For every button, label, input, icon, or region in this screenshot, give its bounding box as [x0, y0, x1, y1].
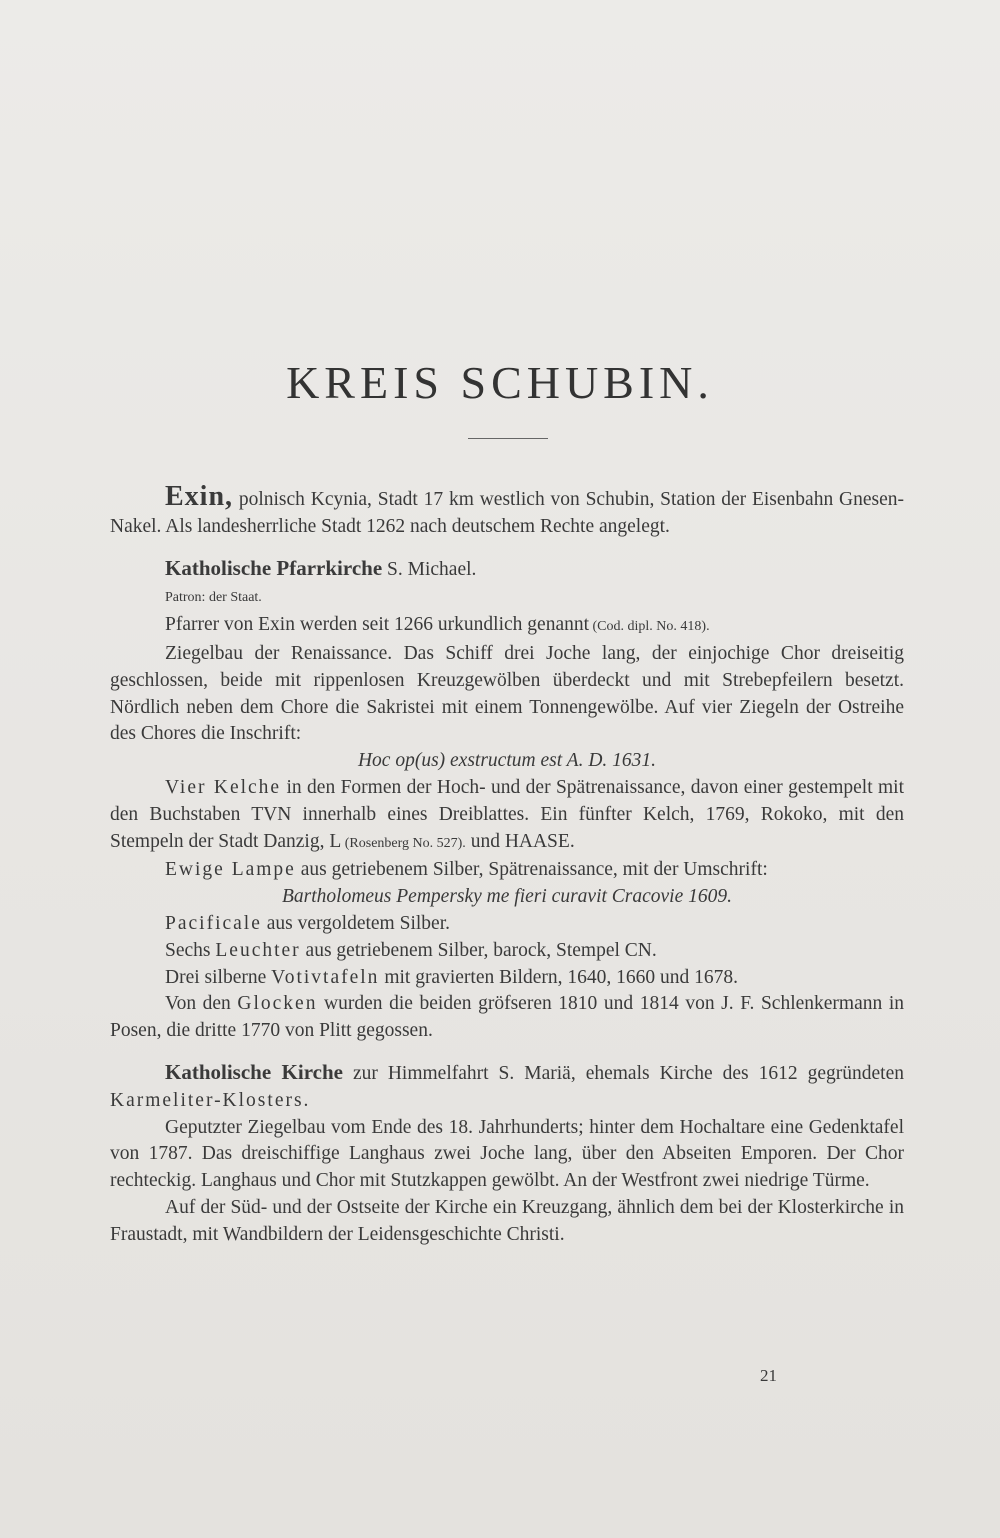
- kelche-end: und HAASE.: [465, 830, 575, 852]
- leuchter-paragraph: [110, 938, 904, 965]
- kreuzgang-paragraph: Auf der Süd- und der Ostseite der Kirche ein Kreuzgang, ähnlich dem bei der Klosterkirche in Fraustadt, mit Wandbildern der Leidensgeschichte Christi.: [110, 1196, 904, 1245]
- votiv-text: mit gravierten Bildern, 1640, 1660 und 1678.: [379, 966, 738, 988]
- kirche-building-paragraph: Geputzter Ziegelbau vom Ende des 18. Jahrhunderts; hinter dem Hochaltare eine Gedenktafel von 1787. Das dreischiffige Langhaus zwei Joche lang, über den Abseiten Emporen. Der Chor rechteckig. Langhaus und Chor mit Stutzkappen gewölbt. An der Westfront zwei niedrige Türme.: [110, 1116, 904, 1192]
- page-title: KREIS SCHUBIN.: [286, 357, 714, 408]
- votiv-paragraph: [110, 965, 904, 992]
- votiv-pre: Drei silberne: [165, 966, 272, 988]
- body-text: [110, 481, 904, 1249]
- lampe-text: aus getriebenem Silber, Spätrenaissance, mit der Umschrift:: [295, 859, 768, 881]
- leuchter-pre: Sechs: [165, 939, 216, 961]
- exin-lead-word: Exin,: [165, 481, 234, 512]
- page-number: 21: [760, 1366, 777, 1385]
- kelche-reference: (Rosenberg No. 527).: [341, 835, 466, 851]
- kloster-word: Karmeliter-Klosters.: [110, 1089, 311, 1111]
- pfarrkirche-heading-line: [110, 555, 904, 584]
- patron-text: Patron: der Staat.: [165, 590, 262, 606]
- pfarrkirche-heading: Katholische Pfarrkirche: [165, 555, 383, 580]
- leuchter-word: Leuchter: [215, 939, 301, 961]
- pacificale-word: Pacificale: [165, 912, 262, 934]
- pfarrkirche-building-paragraph: Ziegelbau der Renaissance. Das Schiff drei Joche lang, der einjochige Chor dreiseitig geschlossen, beide mit rippenlosen Kreuzgewölben überdeckt und mit Strebepfeilern besetzt. Nördlich neben dem Chore die Sakristei mit einem Tonnengewölbe. Auf vier Ziegeln der Ostreihe des Chores die Inschrift:: [110, 642, 904, 745]
- lampe-paragraph: [110, 857, 904, 884]
- pfarrer-paragraph: [110, 612, 904, 641]
- pfarrkirche-inscription: Hoc op(us) exstructum est A. D. 1631.: [357, 750, 657, 772]
- lampe-inscription: Bartholomeus Pempersky me fieri curavit Cracovie 1609.: [281, 886, 733, 908]
- exin-text: polnisch Kcynia, Stadt 17 km westlich von Schubin, Station der Eisenbahn Gnesen-Nakel. Als landesherrliche Stadt 1262 nach deutschem Rechte angelegt.: [110, 489, 904, 537]
- kirche-heading-rest: zur Himmelfahrt S. Mariä, ehemals Kirche des 1612 gegründeten: [342, 1062, 904, 1084]
- patron-line: [110, 583, 904, 612]
- pacificale-paragraph: [110, 911, 904, 938]
- leuchter-text: aus getriebenem Silber, barock, Stempel CN.: [300, 939, 657, 961]
- pfarrer-reference: (Cod. dipl. No. 418).: [589, 619, 710, 635]
- glocken-text: wurden die beiden gröfseren 1810 und 1814 von J. F. Schlenkermann in Posen, die dritte 1770 von Plitt gegossen.: [110, 993, 904, 1042]
- glocken-word: Glocken: [237, 993, 318, 1015]
- pfarrer-text: Pfarrer von Exin werden seit 1266 urkundlich genannt: [165, 614, 590, 636]
- kelche-word: Vier Kelche: [165, 776, 282, 798]
- lampe-word: Ewige Lampe: [165, 859, 296, 881]
- glocken-paragraph: [110, 991, 904, 1045]
- kirche-heading: Katholische Kirche: [165, 1059, 343, 1084]
- pfarrkirche-heading-rest: S. Michael.: [382, 558, 477, 580]
- exin-paragraph: [110, 481, 904, 541]
- kirche-heading-paragraph: [110, 1059, 904, 1115]
- glocken-pre: Von den: [165, 993, 238, 1015]
- kelche-text: in den Formen der Hoch- und der Spätrenaissance, davon einer gestempelt mit den Buchstaben TVN innerhalb eines Dreiblattes. Ein fünfter Kelch, 1769, Rokoko, mit den Stempeln der Stadt Danzig, L: [110, 776, 904, 852]
- title-rule: [468, 438, 548, 439]
- kelche-paragraph: [110, 775, 904, 857]
- votiv-word: Votivtafeln: [271, 966, 380, 988]
- pacificale-text: aus vergoldetem Silber.: [261, 912, 450, 934]
